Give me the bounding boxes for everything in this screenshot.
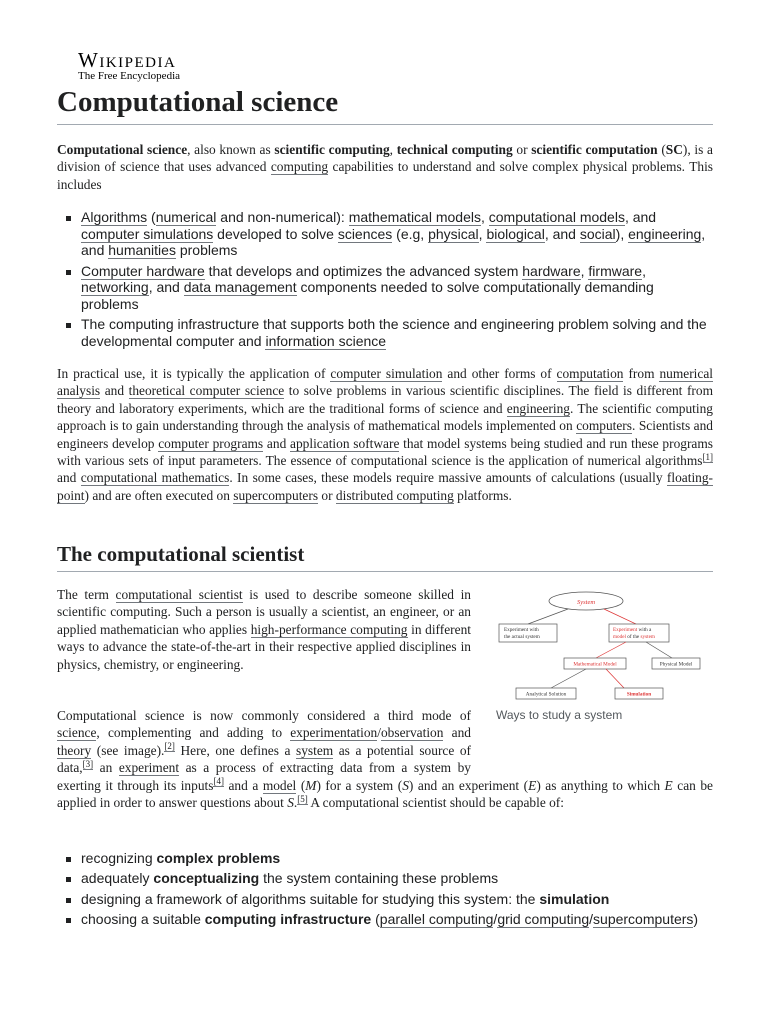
link[interactable]: floating-point bbox=[57, 470, 714, 503]
text: ( bbox=[147, 209, 156, 225]
text: , bbox=[642, 262, 646, 279]
intro-paragraph bbox=[57, 141, 713, 193]
page-title: Computational science bbox=[57, 82, 713, 125]
link[interactable]: engineering bbox=[506, 400, 570, 416]
text: from bbox=[623, 366, 660, 381]
text: ( bbox=[371, 910, 380, 927]
link[interactable]: experiment bbox=[118, 760, 180, 776]
edge bbox=[646, 642, 672, 658]
text: and non-numerical): bbox=[216, 209, 349, 225]
text: capabilities to understand and solve complex physical problems. This includes bbox=[57, 159, 713, 192]
variable: S bbox=[287, 795, 294, 811]
node-label: the actual system bbox=[504, 634, 540, 640]
link[interactable]: physical bbox=[428, 225, 479, 242]
link[interactable]: model bbox=[262, 777, 297, 793]
link[interactable]: numerical bbox=[155, 209, 217, 225]
link[interactable]: humanities bbox=[108, 242, 176, 259]
text: ), bbox=[615, 225, 629, 242]
wikipedia-logo[interactable] bbox=[78, 50, 180, 83]
text: ) and are often executed on bbox=[84, 487, 234, 503]
link[interactable]: computers bbox=[576, 418, 632, 434]
edge bbox=[606, 669, 624, 688]
text: . The scientific computing approach is to gain understanding through the analysis of mathematical models implemented on bbox=[57, 400, 713, 434]
text: / bbox=[589, 910, 594, 927]
link[interactable]: Computer hardware bbox=[81, 262, 205, 279]
list-item bbox=[57, 850, 713, 867]
text: or bbox=[512, 142, 532, 157]
link[interactable]: theoretical computer science bbox=[128, 383, 285, 399]
reference-link[interactable]: [3] bbox=[82, 758, 94, 769]
text: as a process of extracting data from a system by exerting it through its inputs bbox=[57, 760, 471, 793]
text: Here, one defines a bbox=[174, 742, 296, 758]
list-item bbox=[57, 891, 713, 908]
alt-name: technical computing bbox=[396, 142, 513, 157]
text: and a bbox=[223, 777, 263, 793]
link[interactable]: social bbox=[579, 225, 616, 242]
node-label-part: of the bbox=[625, 634, 641, 640]
text: adequately bbox=[81, 870, 154, 887]
link[interactable]: computer simulations bbox=[81, 225, 214, 242]
variable: E bbox=[528, 777, 537, 793]
ways-to-study-figure[interactable] bbox=[496, 590, 706, 722]
link-computing[interactable]: computing bbox=[270, 159, 329, 175]
link[interactable]: high-performance computing bbox=[250, 621, 408, 637]
node-label bbox=[613, 627, 652, 633]
text: The term bbox=[57, 587, 116, 602]
text: / bbox=[377, 725, 381, 741]
text: ) as anything to which bbox=[536, 777, 665, 793]
text: choosing a suitable bbox=[81, 910, 205, 927]
text: problems bbox=[175, 242, 238, 259]
text: components needed to solve computationally demanding problems bbox=[81, 279, 654, 313]
figure-caption: Ways to study a system bbox=[496, 708, 623, 722]
text: ) for a system ( bbox=[316, 777, 403, 793]
section-heading: The computational scientist bbox=[57, 539, 713, 572]
variable: E bbox=[664, 777, 673, 793]
text: platforms. bbox=[453, 487, 512, 503]
abbr: SC bbox=[665, 142, 683, 157]
text: as a potential source of data, bbox=[57, 742, 471, 776]
link[interactable]: computational scientist bbox=[115, 587, 243, 602]
edge bbox=[604, 609, 636, 624]
text: and bbox=[57, 470, 81, 486]
text: is used to describe someone skilled in scientific computing. Such a person is usually a scientist, an engineer, or an applied mathematician who applies bbox=[57, 587, 471, 637]
link[interactable]: experimentation bbox=[290, 725, 378, 741]
link[interactable]: observation bbox=[380, 725, 444, 741]
edge bbox=[596, 642, 626, 658]
node-label-part: Experiment bbox=[613, 627, 638, 633]
link[interactable]: numerical analysis bbox=[57, 366, 713, 399]
logo-subtitle: The Free Encyclopedia bbox=[78, 70, 181, 82]
list-item bbox=[57, 911, 713, 928]
text: or bbox=[318, 487, 336, 503]
practical-use-paragraph bbox=[57, 365, 713, 504]
text: Computational science is now commonly considered a third mode of bbox=[57, 708, 471, 723]
text: and bbox=[263, 435, 291, 451]
link[interactable]: hardware bbox=[522, 262, 581, 279]
text: The computing infrastructure that supports both the science and engineering problem solving and the developmental computer and bbox=[81, 316, 707, 350]
alt-name: scientific computing bbox=[274, 142, 390, 157]
text: and bbox=[100, 383, 129, 399]
reference-link[interactable]: [5] bbox=[297, 793, 308, 804]
text: ) and an experiment ( bbox=[408, 777, 529, 793]
third-mode-paragraph bbox=[57, 707, 713, 811]
node-label: Physical Model bbox=[659, 661, 693, 668]
link[interactable]: engineering bbox=[628, 225, 702, 242]
text: , bbox=[478, 225, 487, 242]
term: Computational science bbox=[57, 142, 188, 157]
link[interactable]: supercomputers bbox=[233, 487, 319, 503]
variable: S bbox=[402, 777, 409, 793]
text: / bbox=[493, 910, 498, 927]
reference-link[interactable]: [1] bbox=[702, 451, 713, 462]
node-label bbox=[613, 633, 655, 640]
text: developed to solve bbox=[213, 225, 338, 242]
link[interactable]: firmware bbox=[588, 262, 643, 279]
scientist-paragraph bbox=[57, 586, 471, 673]
text: designing a framework of algorithms suitable for studying this system: the bbox=[81, 890, 540, 907]
link[interactable]: grid computing bbox=[497, 910, 590, 927]
text: . In some cases, these models require massive amounts of calculations (usually bbox=[229, 470, 667, 486]
link[interactable]: computer simulation bbox=[330, 366, 443, 381]
list-item bbox=[57, 263, 713, 313]
text: , and bbox=[624, 209, 657, 225]
node-label: Analytical Solution bbox=[525, 691, 567, 698]
text: , also known as bbox=[187, 142, 275, 157]
text: and bbox=[443, 725, 471, 741]
list-item bbox=[57, 316, 713, 349]
link[interactable]: supercomputers bbox=[593, 910, 694, 927]
text: that develops and optimizes the advanced system bbox=[204, 262, 523, 279]
node-label: Mathematical Model bbox=[573, 661, 617, 668]
text: , bbox=[580, 262, 589, 279]
reference-link[interactable]: [4] bbox=[213, 776, 224, 787]
text: ( bbox=[296, 777, 306, 793]
capabilities-list bbox=[57, 850, 713, 931]
text: and other forms of bbox=[442, 366, 557, 381]
system-label: System bbox=[576, 599, 596, 606]
link[interactable]: computational models bbox=[488, 209, 625, 225]
text: , and bbox=[148, 279, 184, 296]
text: . Scientists and engineers develop bbox=[57, 418, 713, 451]
text: ), is a division of science that uses advanced bbox=[57, 142, 713, 175]
link[interactable]: data management bbox=[183, 279, 297, 296]
text: an bbox=[93, 760, 119, 776]
text: , bbox=[480, 209, 489, 225]
text: , and bbox=[544, 225, 580, 242]
link[interactable]: biological bbox=[486, 225, 545, 242]
system-diagram bbox=[496, 590, 706, 704]
variable: M bbox=[305, 777, 317, 793]
node-label-part: with a bbox=[637, 627, 652, 633]
bold-term: computing infrastructure bbox=[204, 910, 372, 927]
text: that model systems being studied and run these programs with various sets of input parameters. The essence of computational science is the application of numerical algorithms bbox=[57, 435, 713, 469]
text: the system containing these problems bbox=[259, 870, 499, 887]
text: In practical use, it is typically the application of bbox=[57, 366, 331, 381]
link[interactable]: science bbox=[57, 725, 97, 741]
text: in different ways to advance the state-of-the-art in their respective applied disciplines in physics, chemistry, or engineering. bbox=[57, 621, 471, 672]
text: . bbox=[293, 795, 298, 811]
node-label: Simulation bbox=[626, 691, 652, 698]
text: ) bbox=[693, 910, 699, 927]
text: , bbox=[389, 142, 397, 157]
text: (e.g, bbox=[392, 225, 429, 242]
list-item bbox=[57, 209, 713, 259]
text: ( bbox=[657, 142, 666, 157]
text: , and bbox=[81, 225, 706, 259]
link[interactable]: application software bbox=[290, 435, 400, 451]
link[interactable]: information science bbox=[265, 333, 387, 350]
text: can be applied in order to answer questions about bbox=[57, 777, 713, 811]
node-label: Experiment with bbox=[504, 627, 539, 633]
alt-name: scientific computation bbox=[531, 142, 658, 157]
text: recognizing bbox=[81, 850, 157, 866]
bold-term: complex problems bbox=[156, 850, 281, 866]
logo-title: Wikipedia bbox=[78, 48, 177, 72]
link[interactable]: parallel computing bbox=[379, 910, 494, 927]
text: (see image). bbox=[91, 742, 165, 758]
link[interactable]: system bbox=[295, 742, 334, 758]
link[interactable]: networking bbox=[81, 279, 149, 296]
node-label-part: system bbox=[640, 634, 655, 640]
bold-term: simulation bbox=[539, 890, 610, 907]
link[interactable]: distributed computing bbox=[335, 487, 454, 503]
link[interactable]: Algorithms bbox=[81, 209, 148, 225]
link[interactable]: computation bbox=[556, 366, 624, 381]
text: , complementing and adding to bbox=[96, 725, 291, 741]
list-item bbox=[57, 870, 713, 887]
edge bbox=[551, 669, 586, 688]
text: to solve problems in various scientific disciplines. The field is different from theory and laboratory experiments, which are the traditional forms of science and bbox=[57, 383, 713, 416]
link[interactable]: computational mathematics bbox=[80, 470, 230, 486]
link[interactable]: sciences bbox=[337, 225, 393, 242]
edge bbox=[528, 609, 568, 624]
link[interactable]: theory bbox=[57, 742, 92, 758]
text: A computational scientist should be capable of: bbox=[307, 795, 564, 811]
link[interactable]: mathematical models bbox=[348, 209, 481, 225]
reference-link[interactable]: [2] bbox=[164, 741, 175, 752]
includes-list bbox=[57, 209, 713, 353]
link[interactable]: computer programs bbox=[158, 435, 264, 451]
node-label-part: model bbox=[613, 634, 626, 640]
bold-term: conceptualizing bbox=[153, 870, 260, 887]
